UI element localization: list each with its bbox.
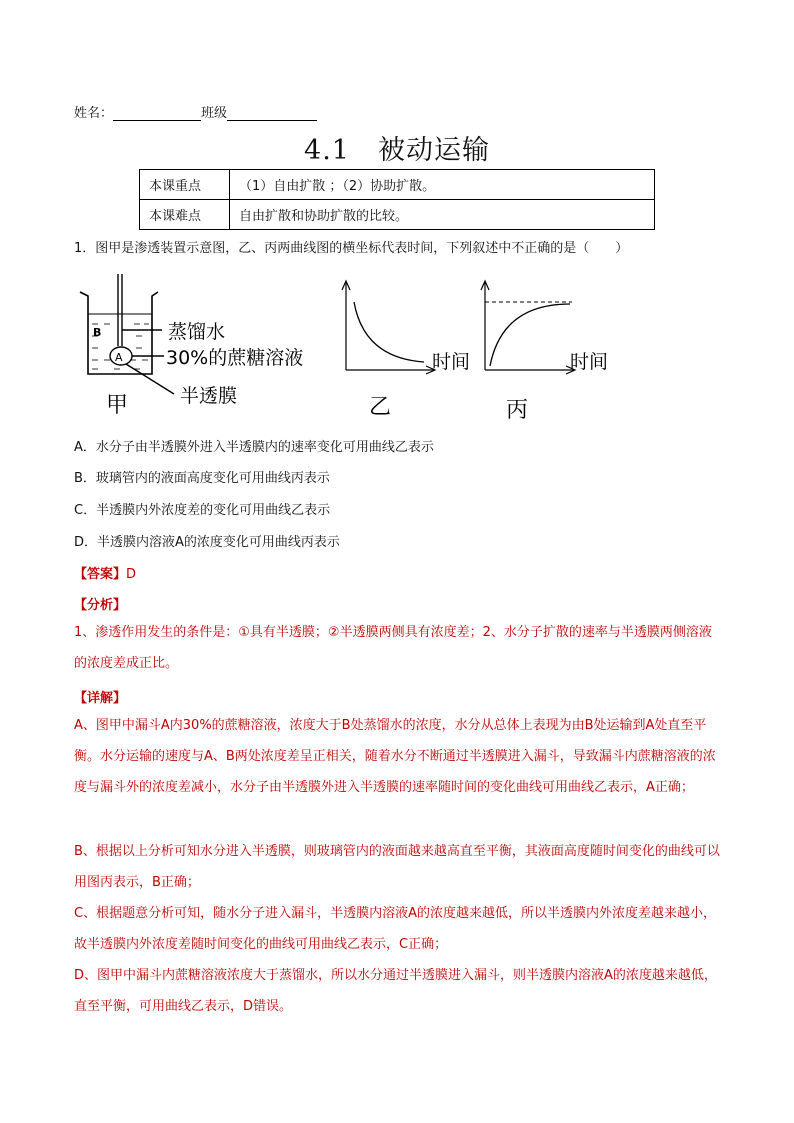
caption-jia: 甲 xyxy=(106,393,129,418)
curve-bing xyxy=(490,304,570,366)
detail-paragraph: B、根据以上分析可知水分进入半透膜，则玻璃管内的液面越来越高直至平衡，其液面高度随时间变化的曲线可以用图丙表示，B正确； xyxy=(74,844,720,890)
label-sucrose-solution: 30%的蔗糖溶液 xyxy=(166,347,304,369)
funnel-label-a: A xyxy=(115,351,123,364)
table-value: （1）自由扩散 ；（2）协助扩散。 xyxy=(230,170,655,200)
curve-yi xyxy=(354,302,424,362)
option-d: D．半透膜内溶液A的浓度变化可用曲线丙表示 xyxy=(74,535,340,550)
table-row xyxy=(140,170,655,200)
detail-paragraph: C、根据题意分析可知，随水分子进入漏斗，半透膜内溶液A的浓度越来越低，所以半透膜内外浓度差越来越小，故半透膜内外浓度差随时间变化的曲线可用曲线乙表示，C正确； xyxy=(74,906,716,952)
beaker-diagram xyxy=(80,274,303,418)
option-a: A．水分子由半透膜外进入半透膜内的速率变化可用曲线乙表示 xyxy=(74,440,434,455)
osmosis-figure xyxy=(74,274,634,424)
detail-label: 【详解】 xyxy=(74,691,127,706)
graph-bing xyxy=(481,281,608,423)
name-blank xyxy=(113,106,201,121)
beaker-label-b: B xyxy=(93,326,102,339)
detail-paragraph: A、图甲中漏斗A内30%的蔗糖溶液，浓度大于B处蒸馏水的浓度，水分从总体上表现为由B处运输到A处直至平衡。水分运输的速度与A、B两处浓度差呈正相关，随着水分不断通过半透膜进入漏斗，导致漏斗内蔗糖溶液的浓度与漏斗外的浓度差减小，水分子由半透膜外进入半透膜的速率随时间的变化曲线可用曲线乙表示，A正确； xyxy=(74,718,716,795)
answer-label: 【答案】 xyxy=(74,567,127,582)
analysis-label: 【分析】 xyxy=(74,598,127,613)
table-row xyxy=(140,200,655,230)
analysis-heading xyxy=(74,594,126,613)
x-label-bing: 时间 xyxy=(570,351,609,373)
name-label: 姓名： xyxy=(74,106,114,121)
graph-yi xyxy=(342,281,470,420)
caption-yi: 乙 xyxy=(369,395,392,420)
page-title: 4.1 被动运输 xyxy=(304,135,490,166)
option-b: B．玻璃管内的液面高度变化可用曲线丙表示 xyxy=(74,471,330,486)
answer-value: D xyxy=(126,567,137,582)
label-distilled-water: 蒸馏水 xyxy=(168,321,226,343)
option-c: C．半透膜内外浓度差的变化可用曲线乙表示 xyxy=(74,503,331,518)
table-value: 自由扩散和协助扩散的比较。 xyxy=(230,200,655,230)
class-label: 班级 xyxy=(201,106,228,121)
class-blank xyxy=(227,106,317,121)
label-semipermeable-membrane: 半透膜 xyxy=(180,385,238,407)
analysis-text: 1、渗透作用发生的条件是：①具有半透膜；②半透膜两侧具有浓度差；2、水分子扩散的速率与半透膜两侧溶液的浓度差成正比。 xyxy=(74,625,712,671)
x-label-yi: 时间 xyxy=(432,351,471,373)
table-key: 本课难点 xyxy=(140,200,230,230)
lesson-info-table xyxy=(139,169,655,230)
name-class-line xyxy=(74,102,317,121)
detail-paragraph: D、图甲中漏斗内蔗糖溶液浓度大于蒸馏水，所以水分通过半透膜进入漏斗，则半透膜内溶液A的浓度越来越低，直至平衡，可用曲线乙表示，D错误。 xyxy=(74,968,717,1014)
question-stem: 1．图甲是渗透装置示意图，乙、丙两曲线图的横坐标代表时间，下列叙述中不正确的是（ ） xyxy=(74,241,629,256)
caption-bing: 丙 xyxy=(506,398,529,423)
table-key: 本课重点 xyxy=(140,170,230,200)
detail-heading xyxy=(74,687,126,706)
answer-line xyxy=(74,563,136,582)
